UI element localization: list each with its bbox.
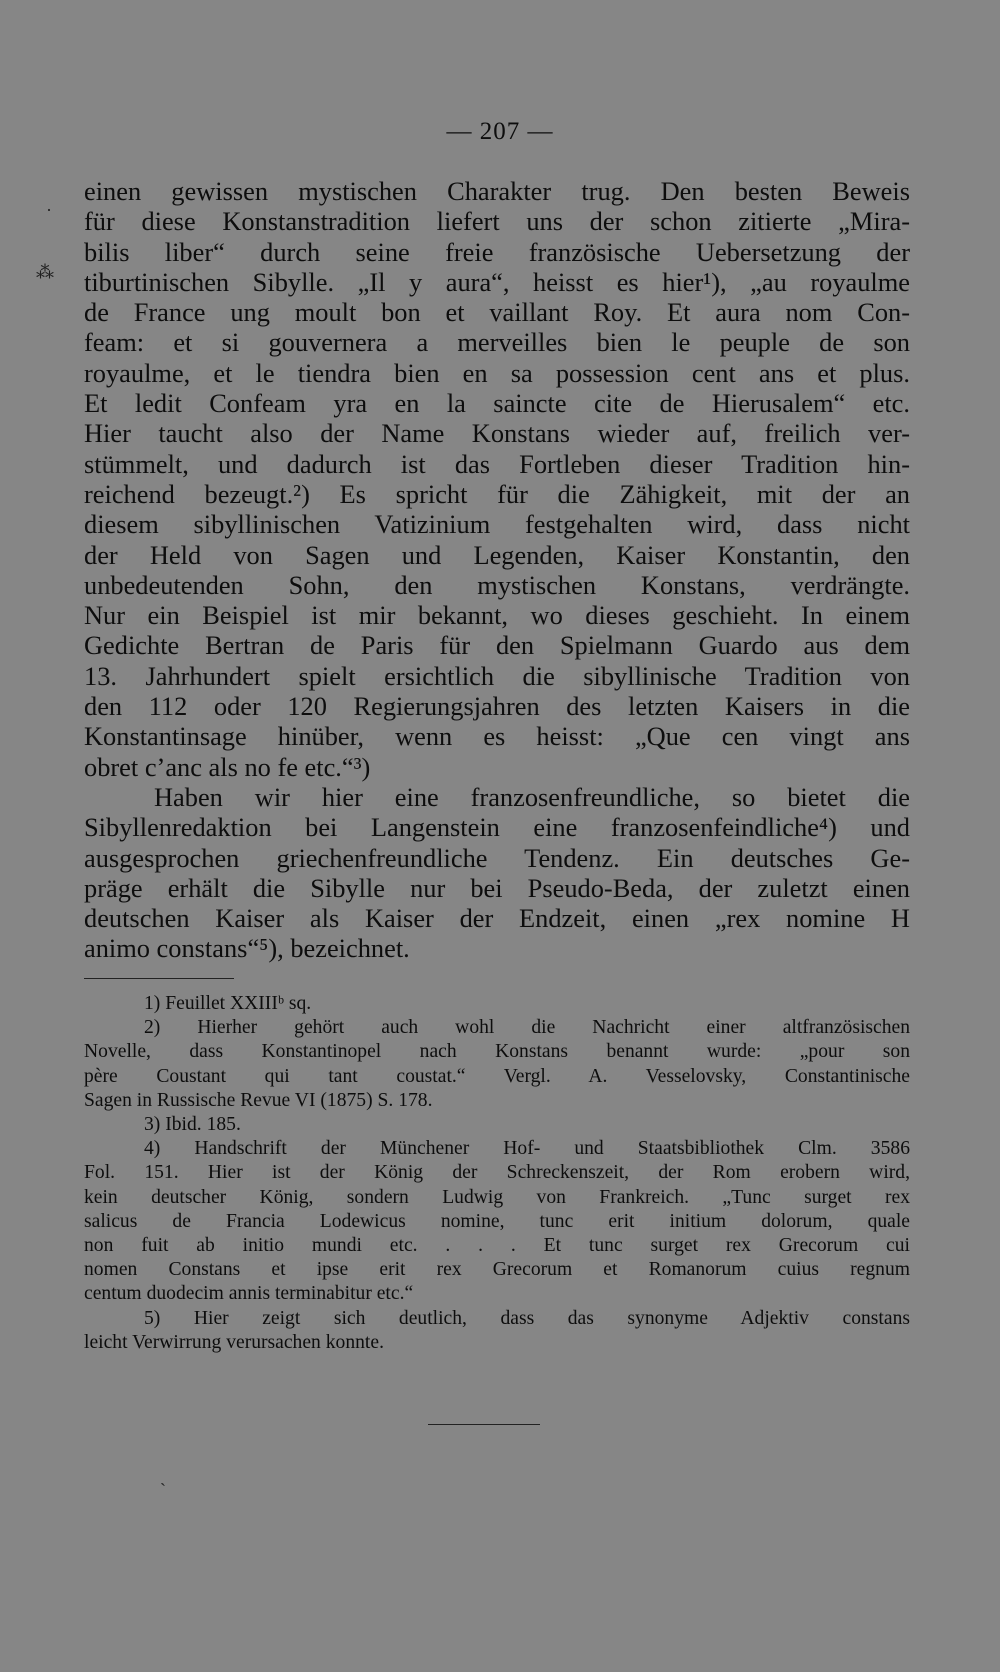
body-line: Nur ein Beispiel ist mir bekannt, wo dieses geschieht. In einem <box>84 600 910 631</box>
footnote-line: centum duodecim annis terminabitur etc.“ <box>84 1283 414 1305</box>
footnote-line: 3) Ibid. 185. <box>144 1114 241 1136</box>
footnote-line: Fol. 151. Hier ist der König der Schreckenszeit, der Rom erobern wird, <box>84 1162 910 1184</box>
footnote-line: salicus de Francia Lodewicus nomine, tunc erit initium dolorum, quale <box>84 1210 910 1232</box>
body-line: bilis liber“ durch seine freie französische Uebersetzung der <box>84 236 910 267</box>
footnote-line: kein deutscher König, sondern Ludwig von Frankreich. „Tunc surget rex <box>84 1186 910 1208</box>
body-line: feam: et si gouvernera a merveilles bien le peuple de son <box>84 327 910 358</box>
body-line: Gedichte Bertran de Paris für den Spielmann Guardo aus dem <box>84 630 910 661</box>
body-line: präge erhält die Sibylle nur bei Pseudo-Beda, der zuletzt einen <box>84 872 910 903</box>
footnote-line: 2) Hierher gehört auch wohl die Nachricht einer altfranzösischen <box>144 1017 910 1039</box>
body-line: de France ung moult bon et vaillant Roy. Et aura nom Con- <box>84 297 910 328</box>
body-line: animo constans“⁵), bezeichnet. <box>84 933 410 964</box>
body-line: einen gewissen mystischen Charakter trug. Den besten Beweis <box>84 176 910 206</box>
body-line: obret c’anc als no fe etc.“³) <box>84 751 371 782</box>
footnote-line: leicht Verwirrung verursachen konnte. <box>84 1331 384 1353</box>
margin-speck: ˎ <box>160 1466 166 1486</box>
body-line: Haben wir hier eine franzosenfreundliche, so bietet die <box>154 781 910 812</box>
margin-speck: ⁂ <box>36 262 54 282</box>
body-line: ausgesprochen griechenfreundliche Tendenz. Ein deutsches Ge- <box>84 842 910 873</box>
body-line: reichend bezeugt.²) Es spricht für die Zähigkeit, mit der an <box>84 478 910 509</box>
footnote-divider <box>84 978 234 979</box>
body-line: Sibyllenredaktion bei Langenstein eine franzosenfeindliche⁴) und <box>84 812 910 843</box>
body-text <box>84 176 910 964</box>
body-line: Hier taucht also der Name Konstans wieder auf, freilich ver- <box>84 418 910 449</box>
footnotes <box>84 992 910 1355</box>
footnote-line: Novelle, dass Konstantinopel nach Konstans benannt wurde: „pour son <box>84 1041 910 1063</box>
footnote-line: Sagen in Russische Revue VI (1875) S. 178. <box>84 1089 433 1111</box>
margin-speck: · <box>46 200 52 220</box>
footnote-line: 4) Handschrift der Münchener Hof- und Staatsbibliothek Clm. 3586 <box>144 1138 910 1160</box>
body-line: 13. Jahrhundert spielt ersichtlich die sibyllinische Tradition von <box>84 660 910 691</box>
body-line: diesem sibyllinischen Vatizinium festgehalten wird, dass nicht <box>84 509 910 540</box>
body-line: tiburtinischen Sibylle. „Il y aura“, heisst es hier¹), „au royaulme <box>84 266 910 297</box>
body-line: stümmelt, und dadurch ist das Fortleben dieser Tradition hin- <box>84 448 910 479</box>
end-divider <box>428 1424 540 1425</box>
body-line: der Held von Sagen und Legenden, Kaiser Konstantin, den <box>84 539 910 570</box>
body-line: deutschen Kaiser als Kaiser der Endzeit, einen „rex nomine H <box>84 903 910 934</box>
body-line: Konstantinsage hinüber, wenn es heisst: „Que cen vingt ans <box>84 721 910 752</box>
body-line: royaulme, et le tiendra bien en sa possession cent ans et plus. <box>84 357 910 388</box>
footnote-line: 5) Hier zeigt sich deutlich, dass das synonyme Adjektiv constans <box>144 1307 910 1329</box>
body-line: den 112 oder 120 Regierungsjahren des letzten Kaisers in die <box>84 691 910 722</box>
footnote-line: nomen Constans et ipse erit rex Grecorum et Romanorum cuius regnum <box>84 1259 910 1281</box>
page-number: — 207 — <box>446 118 554 145</box>
footnote-line: non fuit ab initio mundi etc. . . . Et tunc surget rex Grecorum cui <box>84 1235 910 1257</box>
footnote-line: 1) Feuillet XXIIIᵇ sq. <box>144 993 312 1014</box>
footnote-line: père Coustant qui tant coustat.“ Vergl. A. Vesselovsky, Constantinische <box>84 1065 910 1087</box>
body-line: unbedeutenden Sohn, den mystischen Konstans, verdrängte. <box>84 569 910 600</box>
body-line: Et ledit Confeam yra en la saincte cite de Hierusalem“ etc. <box>84 388 910 419</box>
body-line: für diese Konstanstradition liefert uns der schon zitierte „Mira- <box>84 206 910 237</box>
